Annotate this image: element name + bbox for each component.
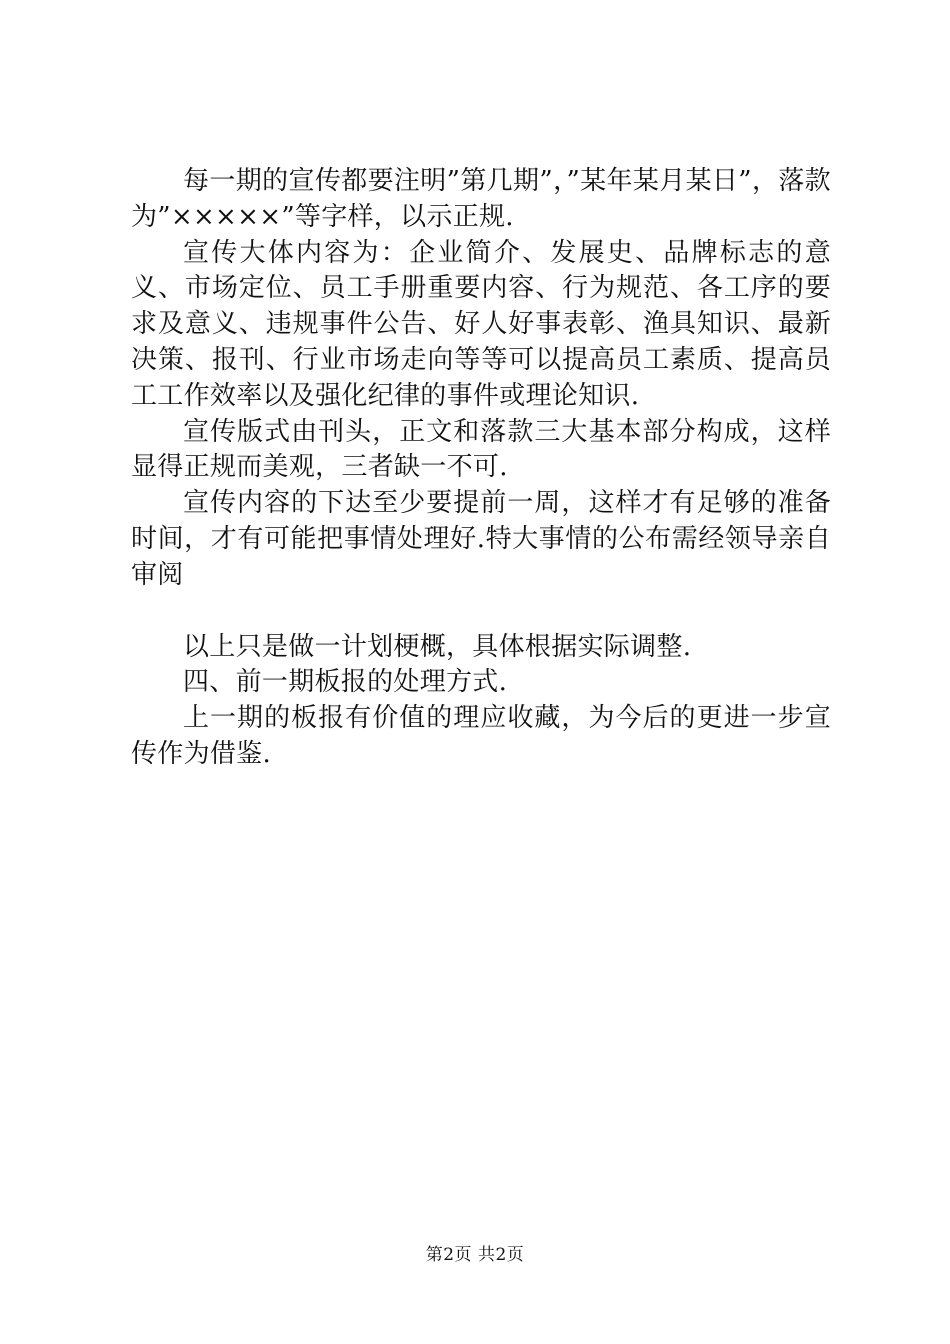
paragraph-issue-labeling: 每一期的宣传都要注明”第几期”，”某年某月某日”，落款为”×××××”等字样，以示正规. xyxy=(131,166,831,232)
paragraph-archive: 上一期的板报有价值的理应收藏，为今后的更进一步宣传作为借鉴. xyxy=(131,703,831,769)
paragraph-advance-notice: 宣传内容的下达至少要提前一周，这样才有足够的准备时间，才有可能把事情处理好.特大事情的公布需经领导亲自审阅 xyxy=(131,488,831,590)
document-body xyxy=(131,164,831,773)
paragraph-plan-summary: 以上只是做一计划梗概，具体根据实际调整. xyxy=(183,631,692,662)
section-heading-previous-issue: 四、前一期板报的处理方式. xyxy=(183,667,508,698)
page-number-footer: 第2页 共2页 xyxy=(425,1245,525,1265)
paragraph-gap xyxy=(131,594,831,630)
paragraph-layout-format: 宣传版式由刊头，正文和落款三大基本部分构成，这样显得正规而美观，三者缺一不可. xyxy=(131,416,831,483)
paragraph-content-scope: 宣传大体内容为：企业简介、发展史、品牌标志的意义、市场定位、员工手册重要内容、行为规范、各工序的要求及意义、违规事件公告、好人好事表彰、渔具知识、最新决策、报刊、行业市场走向等等可以提高员工素质、提高员工工作效率以及强化纪律的事件或理论知识. xyxy=(131,237,831,411)
